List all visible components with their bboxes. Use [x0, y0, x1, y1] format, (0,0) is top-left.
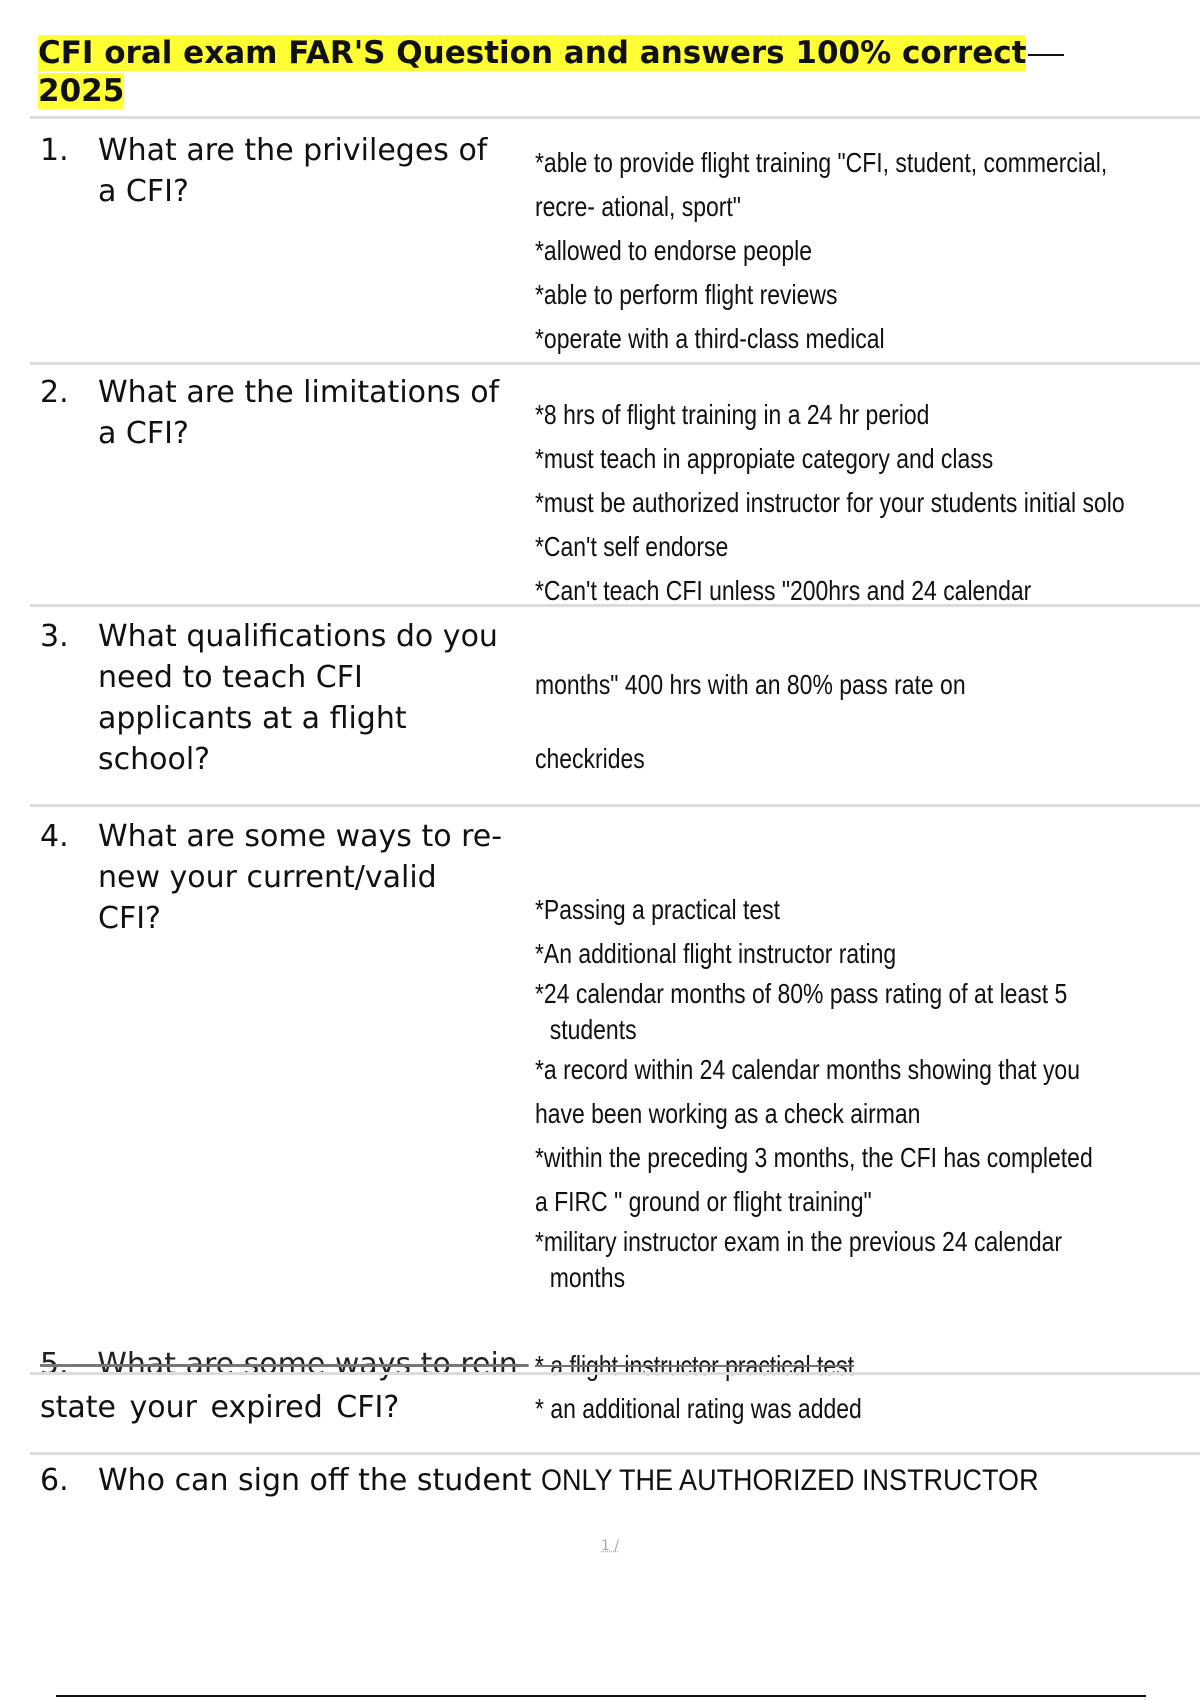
divider — [30, 116, 1200, 119]
title-line1: CFI oral exam FAR'S Question and answers 100% correct — [38, 35, 1027, 71]
answer-line: *An additional flight instructor rating — [535, 938, 897, 969]
title-dash — [1028, 54, 1064, 56]
answer-line: *Passing a practical test — [535, 894, 781, 925]
answer-line: a FIRC " ground or flight training" — [535, 1186, 872, 1217]
divider — [30, 1452, 1200, 1455]
question-text: What are the privileges of a CFI? — [98, 133, 488, 209]
answer-line: have been working as a check airman — [535, 1098, 921, 1129]
question-number: 5. — [40, 1347, 69, 1382]
divider — [30, 1372, 1200, 1375]
question-text: What are the limitations of a CFI? — [98, 375, 500, 451]
divider — [30, 804, 1200, 807]
answer-line: months" 400 hrs with an 80% pass rate on — [535, 669, 966, 700]
answer-line: *military instructor exam in the previous 24 calendar — [535, 1226, 1063, 1257]
answer-line: *8 hrs of flight training in a 24 hr period — [535, 399, 930, 430]
answer-line: *must be authorized instructor for your students initial solo — [535, 487, 1125, 518]
answer-line: students — [549, 1014, 637, 1045]
answer-line: *allowed to endorse people — [535, 235, 813, 266]
answer-line: *able to provide flight training "CFI, student, commercial, — [535, 147, 1108, 178]
answer-line: *Can't self endorse — [535, 531, 729, 562]
answer-line: *able to perform flight reviews — [535, 279, 838, 310]
question-text: state your expired CFI? — [40, 1390, 400, 1425]
answer-line: *operate with a third-class medical — [535, 323, 885, 354]
answer-line: *must teach in appropiate category and class — [535, 443, 994, 474]
answer-line: checkrides — [535, 743, 645, 774]
divider — [30, 362, 1200, 365]
question-5-line1 — [40, 1344, 529, 1386]
answer-line: *within the preceding 3 months, the CFI has completed — [535, 1142, 1093, 1173]
answer-block — [535, 141, 1108, 361]
answer-block — [535, 888, 1093, 1296]
page-number: 1 / — [601, 1538, 620, 1554]
question-text: What qualifications do you need to teach CFI applicants at a flight school? — [98, 619, 498, 777]
document-title — [38, 34, 1138, 110]
question-number: 3. — [40, 619, 69, 654]
answer-line: *a record within 24 calendar months showing that you — [535, 1054, 1080, 1085]
question-number: 2. — [40, 375, 69, 410]
question-number: 6. — [40, 1463, 69, 1498]
answer-block — [535, 648, 1080, 796]
question-6 — [40, 1460, 1094, 1502]
question-number: 4. — [40, 819, 69, 854]
answer-line: months — [549, 1262, 626, 1293]
answer-line: *24 calendar months of 80% pass rating of at least 5 — [535, 978, 1068, 1009]
question-text: What are some ways to re- new your current/valid CFI? — [98, 819, 503, 936]
answer-line: ONLY THE AUTHORIZED INSTRUCTOR — [541, 1464, 1039, 1497]
divider — [30, 604, 1200, 607]
answer-line: recre- ational, sport" — [535, 191, 741, 222]
question-number: 1. — [40, 133, 69, 168]
question-text: Who can sign off the student — [98, 1463, 532, 1498]
answer-block — [535, 393, 1125, 613]
answer-line: * a flight instructor practical test — [535, 1350, 855, 1381]
question-text: What are some ways to rein- — [97, 1347, 529, 1382]
answer-line: * an additional rating was added — [535, 1393, 862, 1424]
answer-line: *Can't teach CFI unless "200hrs and 24 calendar — [535, 575, 1032, 606]
title-line2: 2025 — [38, 73, 125, 109]
footer-rule — [56, 1695, 1146, 1697]
